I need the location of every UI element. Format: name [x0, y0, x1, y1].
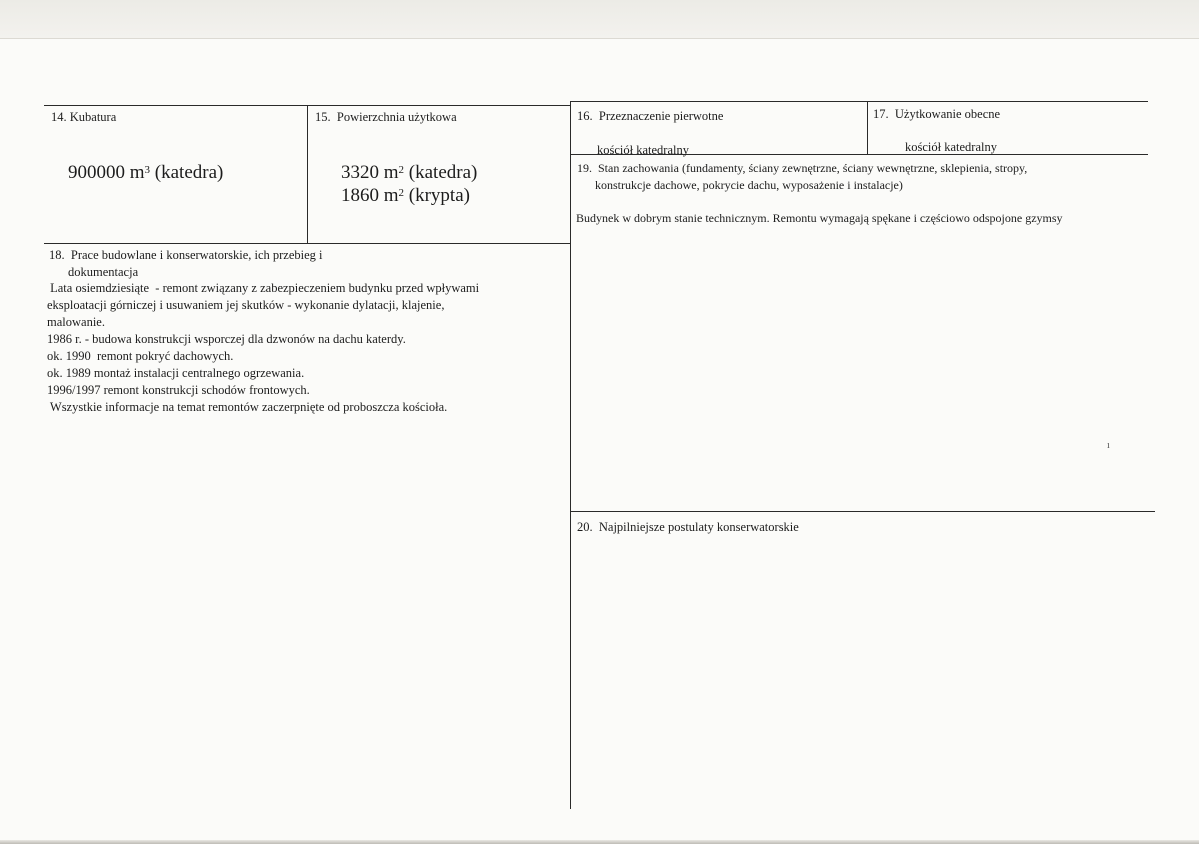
field-18-body	[47, 280, 479, 416]
field-19-label-line2: konstrukcje dachowe, pokrycie dachu, wyposażenie i instalacje)	[595, 178, 903, 192]
field-15-exponent-1: 2	[398, 164, 405, 176]
field-17-value: kościół katedralny	[905, 140, 997, 154]
field-16-label: 16. Przeznaczenie pierwotne	[577, 109, 724, 123]
scan-speck: ı	[1107, 440, 1110, 451]
field-18-line: Wszystkie informacje na temat remontów zaczerpnięte od proboszcza kościoła.	[47, 400, 448, 414]
field-15-label: 15. Powierzchnia użytkowa	[315, 110, 457, 124]
field-18-label-line1: 18. Prace budowlane i konserwatorskie, ich przebieg i	[49, 248, 323, 262]
field-15-number-1: 3320 m	[341, 162, 399, 183]
field-15-exponent-2: 2	[398, 187, 405, 199]
field-18-line: 1986 r. - budowa konstrukcji wsporczej dla dzwonów na dachu katerdy.	[47, 332, 406, 346]
scan-top-edge	[0, 0, 1199, 39]
field-18-line: 1996/1997 remont konstrukcji schodów frontowych.	[47, 383, 310, 397]
field-17-label: 17. Użytkowanie obecne	[873, 107, 1001, 121]
field-19-text: Budynek w dobrym stanie technicznym. Remontu wymagają spękane i częściowo odspojone gzymsy	[576, 211, 1063, 225]
divider-14-15	[307, 105, 308, 243]
field-18-label-line2: dokumentacja	[68, 265, 139, 279]
scan-bottom-edge	[0, 840, 1199, 844]
field-15-suffix-2: (krypta)	[404, 185, 470, 206]
border-above-18	[44, 243, 570, 244]
field-14-suffix: (katedra)	[150, 162, 224, 183]
field-20-label: 20. Najpilniejsze postulaty konserwatorskie	[577, 520, 799, 534]
field-15-number-2: 1860 m	[341, 185, 399, 206]
field-15-value-line1	[341, 161, 477, 184]
field-18-line: malowanie.	[47, 315, 105, 329]
field-15-suffix-1: (katedra)	[404, 162, 478, 183]
field-18-line: Lata osiemdziesiąte - remont związany z zabezpieczeniem budynku przed wpływami	[47, 281, 480, 295]
field-19-label-line1: 19. Stan zachowania (fundamenty, ściany zewnętrzne, ściany wewnętrzne, sklepienia, stropy,	[577, 161, 1028, 175]
divider-16-17	[867, 101, 868, 154]
field-14-unit-exponent: 3	[144, 164, 151, 176]
field-18-line: eksploatacji górniczej i usuwaniem jej skutków - wykonanie dylatacji, klajenie,	[47, 298, 445, 312]
field-14-label: 14. Kubatura	[51, 110, 117, 124]
field-14-number: 900000 m	[68, 162, 145, 183]
border-above-20	[570, 511, 1155, 512]
field-15-value-line2	[341, 184, 470, 207]
field-18-line: ok. 1989 montaż instalacji centralnego ogrzewania.	[47, 366, 305, 380]
field-14-value	[68, 161, 223, 184]
field-16-value: kościół katedralny	[597, 143, 689, 157]
top-border-right	[570, 101, 1148, 102]
divider-left-right	[570, 101, 571, 809]
field-18-line: ok. 1990 remont pokryć dachowych.	[47, 349, 234, 363]
